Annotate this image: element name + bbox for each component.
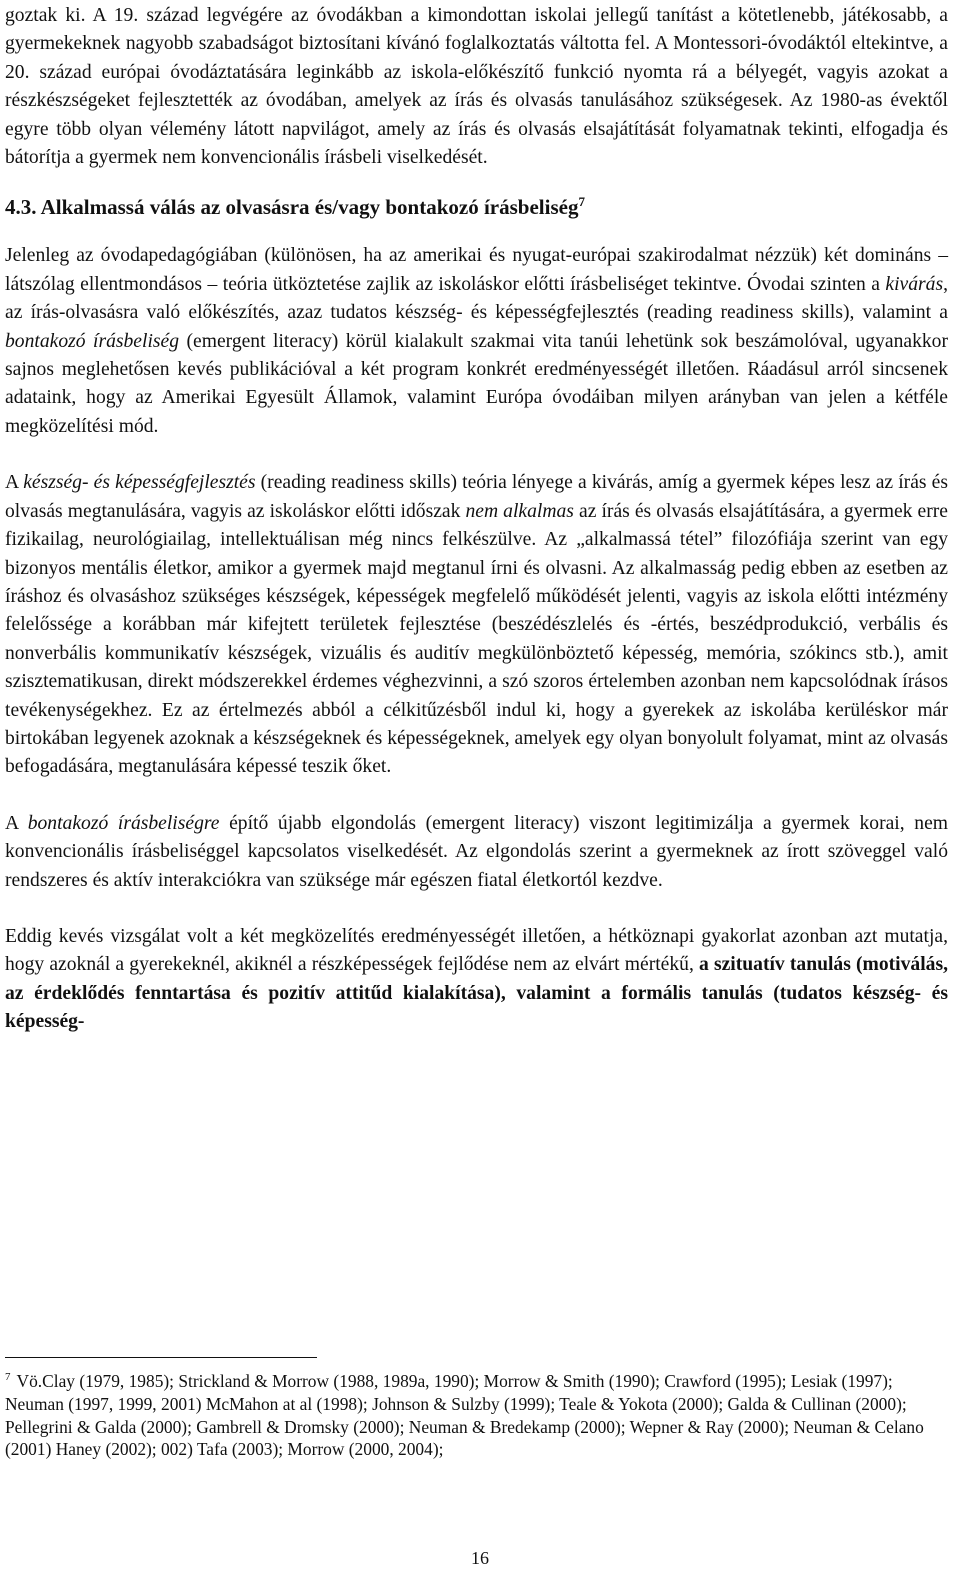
paragraph-practice [5, 923, 948, 1037]
term-keszsegfejlesztes: készség- és képességfejlesztés [23, 472, 256, 494]
paragraph-intro-text: goztak ki. A 19. század legvégére az óvodákban a kimondottan iskolai jellegű tanítást a kötetlenebb, játékosabb, a gyermekeknek nagyobb szabadságot biztosítani kívánó foglalkoztatás váltotta fel. A Montessori-óvodáktól eltekintve, a 20. század európai óvodáztatására leginkább az iskola-előkészítő funkció nyomta rá a bélyegét, vagyis azokat a részkészségeket fejlesztették az óvodában, amelyek az írás és olvasás tanulásához szükségesek. Az 1980-as évektől egyre több olyan vélemény látott napvilágot, amely az írás és olvasás elsajátítását folyamatnak tekinti, elfogadja és bátorítja a gyermek nem konvencionális írásbeli viselkedését. [5, 5, 948, 169]
term-bontakozo-irasbeliseg: bontakozó írásbeliség [5, 330, 180, 352]
section-heading-text: 4.3. Alkalmassá válás az olvasásra és/vagy bontakozó írásbeliség [5, 195, 579, 220]
footnote [5, 1370, 948, 1461]
paragraph-practice-bold: a szituatív tanulás (motiválás, az érdeklődés fenntartása és pozitív attitűd kialakítása), valamint a formális tanulás (tudatos készség- és képesség- [5, 954, 948, 1033]
paragraph-readiness-text-1: A [5, 472, 24, 494]
paragraph-emergent-text-1: A [5, 812, 28, 834]
section-heading [5, 192, 948, 222]
paragraph-practice-text-1: Eddig kevés vizsgálat volt a két megközelítés eredményességét illetően, a hétköznapi gyakorlat azonban azt mutatja, hogy azoknál a gyerekeknél, akiknél a részképességek fejlődése nem az elvárt mértékű, [5, 925, 948, 976]
body-column [5, 2, 948, 1037]
footnote-ref[interactable]: 7 [578, 194, 585, 210]
paragraph-debate-text-1: Jelenleg az óvodapedagógiában (különösen, ha az amerikai és nyugat-európai szakirodalmat nézzük) két domináns – látszólag ellentmondásos – teória ütköztetése zajlik az iskoláskor előtti írásbeliséget tekintve. Óvodai szinten a [5, 245, 948, 295]
paragraph-emergent [5, 810, 948, 895]
footnote-text: Vö.Clay (1979, 1985); Strickland & Morrow (1988, 1989a, 1990); Morrow & Smith (1990); Crawford (1995); Lesiak (1997); Neuman (1997, 1999, 2001) McMahon at al (1998); Johnson & Sulzby (1999); Teale & Yokota (2000); Galda & Cullinan (2000); Pellegrini & Galda (2000); Gambrell & Dromsky (2000); Neuman & Bredekamp (2000); Wepner & Ray (2000); Neuman & Celano (2001) Haney (2002); 002) Tafa (2003); Morrow (2000, 2004); [5, 1371, 924, 1460]
footnote-divider [5, 1357, 317, 1358]
footnote-number: 7 [5, 1371, 11, 1384]
paragraph-emergent-text-2: építő újabb elgondolás (emergent literacy) viszont legitimizálja a gyermek korai, nem konvencionális írásbeliséggel kapcsolatos viselkedését. Az elgondolás szerint a gyermeknek az írott szöveggel való rendszeres és aktív interakciókra van szüksége már egészen fiatal életkortól kezdve. [5, 812, 949, 891]
page-number: 16 [471, 1548, 489, 1568]
term-nem-alkalmas: nem alkalmas [465, 500, 574, 522]
paragraph-readiness-text-3: az írás és olvasás elsajátítására, a gyermek erre fizikailag, neurológiailag, intellektuálisan még nincs felkészülve. Az „alkalmassá tétel” filozófiája szerint van egy bizonyos mentális életkor, amikor a gyermek majd megtanul írni és olvasni. Az alkalmasság pedig ebben az esetben az íráshoz és olvasáshoz szükséges készségek, képességek megfelelő működését jelenti, vagyis az iskola előtti intézmény felelőssége a korábban már kifejtett területek fejlesztése (beszédészlelés és -értés, beszédprodukció, verbális és nonverbális kommunikatív készségek, vizuális és auditív megkülönböztető képesség, memória, szókincs stb.), amit szisztematikusan, direkt módszerekkel érdemes véghezvinni, a szó szoros értelemben azonban nem kapcsolódnak írásos tevékenységekhez. Ez az értelmezés abból a célkitűzésből indul ki, hogy a gyerekek az iskolába kerüléskor már birtokában legyenek azoknak a készségeknek és képességeknek, amelyek egy olyan bonyolult folyamat, mint az olvasás befogadására, megtanulására képessé teszik őket. [5, 500, 948, 778]
paragraph-readiness [5, 469, 948, 781]
term-kivaras: kivárás [885, 273, 944, 295]
paragraph-debate-text-3: (emergent literacy) körül kialakult szakmai vita tanúi lehetünk sok beszámolóval, ugyanakkor sajnos meglehetősen kevés publikációval a két program konkrét eredményességét illetően. Ráadásul arról sincsenek adataink, hogy az Amerikai Egyesült Államok, valamint Európa óvodáiban milyen arányban van jelen a kétféle megközelítési mód. [5, 330, 949, 437]
paragraph-readiness-text-2: (reading readiness skills) teória lényege a kivárás, amíg a gyermek képes lesz az írás és olvasás megtanulására, vagyis az iskoláskor előtti időszak [5, 472, 948, 522]
term-bontakozo-irasbelisegre: bontakozó írásbeliségre [27, 812, 220, 834]
paragraph-intro [5, 2, 948, 172]
paragraph-debate [5, 242, 948, 441]
paragraph-debate-text-2: , az írás-olvasásra való előkészítés, azaz tudatos készség- és képességfejlesztés (reading readiness skills), valamint a [5, 273, 948, 324]
